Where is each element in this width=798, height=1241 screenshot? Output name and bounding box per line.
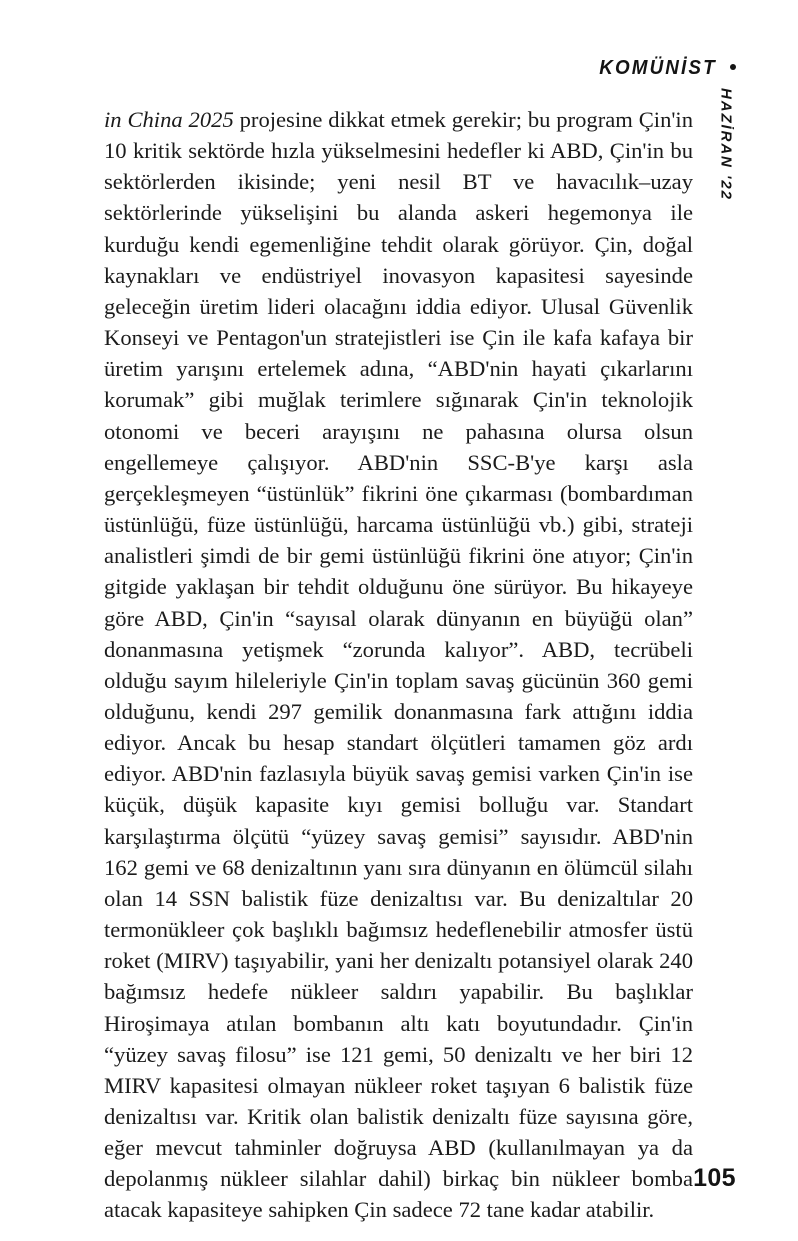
page-number: 105 [693,1164,736,1192]
lead-italic-phrase: in China 2025 [104,107,234,132]
paragraph-continuation: projesine dikkat etmek gerekir; bu program Çin'in 10 kritik sektörde hızla yükselmesini hedefler ki ABD, Çin'in bu sektörlerden ikisinde; yeni nesil BT ve havacılık–uzay sektörlerinde yükselişini bu alanda askeri hegemonya ile kurduğu kendi egemenliğine tehdit olarak görüyor. Çin, doğal kaynakları ve endüstriyel inovasyon kapasitesi sayesinde geleceğin üretim lideri olacağını iddia ediyor. Ulusal Güvenlik Konseyi ve Pentagon'un stratejistleri ise Çin ile kafa kafaya bir üretim yarışını ertelemek adına, “ABD'nin hayati çıkarlarını korumak” gibi muğlak terimlere sığınarak Çin'in teknolojik otonomi ve beceri arayışını ne pahasına olursa olsun engellemeye çalışıyor. ABD'nin SSC-B'ye karşı asla gerçekleşmeyen “üstünlük” fikrini öne çıkarması (bombardıman üstünlüğü, füze üstünlüğü, harcama üstünlüğü vb.) gibi, strateji analistleri şimdi de bir gemi üstünlüğü fikrini öne atıyor; Çin'in gitgide yaklaşan bir tehdit olduğunu öne sürüyor. Bu hikayeye göre ABD, Çin'in “sayısal olarak dünyanın en büyüğü olan” donanmasına yetişmek “zorunda kalıyor”. ABD, tecrübeli olduğu sayım hileleriyle Çin'in toplam savaş gücünün 360 gemi olduğunu, kendi 297 gemilik donanmasına fark attığını iddia ediyor. Ancak bu hesap standart ölçütleri tamamen göz ardı ediyor. ABD'nin fazlasıyla büyük savaş gemisi varken Çin'in ise küçük, düşük kapasite kıyı gemisi bolluğu var. Standart karşılaştırma ölçütü “yüzey savaş gemisi” sayısıdır. ABD'nin 162 gemi ve 68 denizaltının yanı sıra dünyanın en ölümcül silahı olan 14 SSN balistik füze denizaltısı var. Bu denizaltılar 20 termonükleer çok başlıklı bağımsız hedeflenebilir atmosfer üstü roket (MIRV) taşıyabilir, yani her denizaltı potansiyel olarak 240 bağımsız hedefe nükleer saldırı yapabilir. Bu başlıklar Hiroşimaya atılan bombanın altı katı boyutundadır. Çin'in “yüzey savaş filosu” ise 121 gemi, 50 denizaltı ve her biri 12 MIRV kapasitesi olmayan nükleer roket taşıyan 6 balistik füze denizaltısı var. Kritik olan balistik denizaltı füze sayısına göre, eğer mevcut tahminler doğruysa ABD (kullanılmayan ya da depolanmış nükleer silahlar dahil) birkaç bin nükleer bomba atacak kapasiteye sahipken Çin sadece 72 tane kadar atabilir. [104,107,694,1223]
body-paragraph [104,104,693,1226]
issue-date-label: HAZİRAN '22 [717,88,735,201]
issue-date-container [713,88,739,218]
publication-title: KOMÜNİST [598,56,717,79]
bullet-dot-icon [730,64,737,71]
running-head [589,56,736,80]
